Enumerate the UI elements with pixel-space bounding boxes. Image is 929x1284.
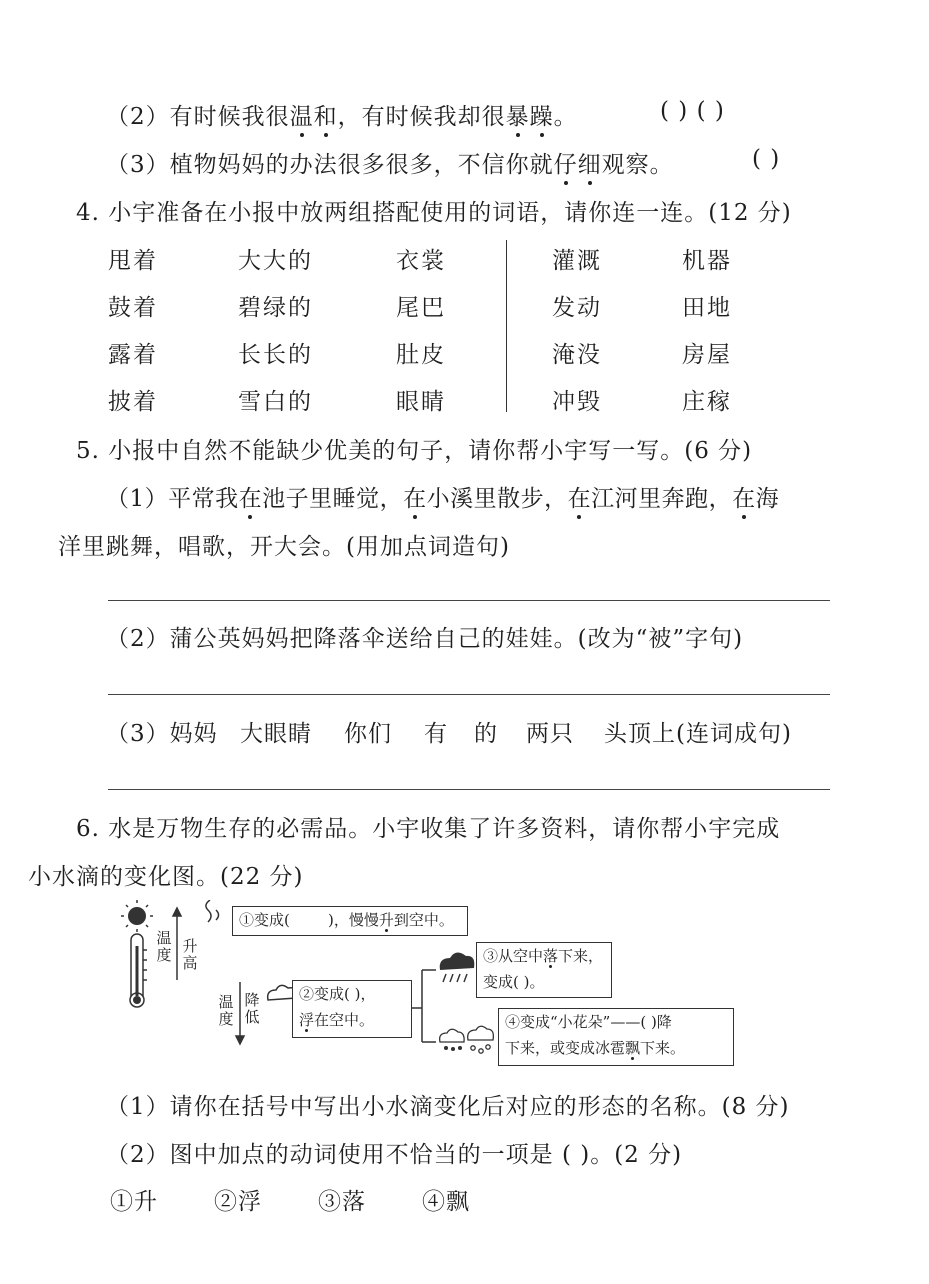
- answer-blank[interactable]: [290, 911, 328, 929]
- q4-heading: 4. 小宇准备在小报中放两组搭配使用的词语，请你连一连。(12 分): [76, 200, 792, 226]
- hail-cloud-icon: [468, 1026, 494, 1053]
- q6-sub2: （2）图中加点的动词使用不恰当的一项是 ( )。(2 分): [106, 1142, 683, 1168]
- q4-word[interactable]: 眼睛: [396, 389, 446, 415]
- answer-blank-snow[interactable]: ④变成“小花朵”——( )降: [505, 1013, 672, 1031]
- q3-item3-answer-blank[interactable]: ( ): [752, 146, 781, 172]
- q4-word[interactable]: 长长的: [238, 342, 313, 368]
- q5-word-card: 大眼睛: [240, 721, 312, 747]
- q5-word-card: 两只: [526, 721, 574, 747]
- q4-word[interactable]: 大大的: [238, 248, 313, 274]
- diagram-box-rain: ③从空中落下来， 变成( )。: [476, 942, 612, 998]
- q4-divider: [506, 240, 507, 412]
- q5-item3-suffix: 头顶上(连词成句): [604, 721, 792, 747]
- answer-blank-rain[interactable]: 变成( )。: [483, 973, 545, 991]
- q5-item2: （2）蒲公英妈妈把降落伞送给自己的娃娃。(改为“被”字句): [106, 626, 744, 652]
- q5-word-card: 有: [424, 721, 448, 747]
- diagram-box-evaporation: ①变成( )，慢慢升到空中。: [232, 906, 468, 936]
- q4-word[interactable]: 衣裳: [396, 248, 446, 274]
- q4-word[interactable]: 披着: [108, 389, 158, 415]
- connector-lines: [412, 970, 436, 1042]
- temp-label-top: 温度: [156, 929, 172, 964]
- q4-word[interactable]: 淹没: [552, 342, 602, 368]
- q4-word[interactable]: 房屋: [682, 342, 732, 368]
- q5-heading: 5. 小报中自然不能缺少优美的句子，请你帮小宇写一写。(6 分): [76, 438, 753, 464]
- q5-item1-line2: 洋里跳舞，唱歌，开大会。(用加点词造句): [58, 534, 510, 560]
- q5-item1-line1: （1）平常我在池子里睡觉，在小溪里散步，在江河里奔跑，在海: [106, 486, 780, 512]
- q4-word[interactable]: 田地: [682, 295, 732, 321]
- vapor-icon: [206, 900, 219, 922]
- q4-word[interactable]: 露着: [108, 342, 158, 368]
- q5-answer-line-1[interactable]: [108, 600, 830, 601]
- q3-item2-answer-blanks[interactable]: ( ) ( ): [660, 98, 725, 124]
- q3-item2: （2）有时候我很温和，有时候我却很暴躁。: [106, 104, 578, 130]
- q5-word-card: 的: [474, 721, 498, 747]
- q4-word[interactable]: 灌溉: [552, 248, 602, 274]
- thermometer-icon: [130, 934, 147, 1007]
- q6-heading-line1: 6. 水是万物生存的必需品。小宇收集了许多资料，请你帮小宇完成: [76, 816, 781, 842]
- temp-label-bottom: 温度: [218, 993, 234, 1028]
- water-cycle-diagram: [120, 900, 740, 1075]
- q6-option[interactable]: ①升: [110, 1189, 158, 1215]
- q4-word[interactable]: 雪白的: [238, 389, 313, 415]
- q6-option[interactable]: ④飘: [422, 1189, 470, 1215]
- q6-heading-line2: 小水滴的变化图。(22 分): [28, 864, 304, 890]
- q4-word[interactable]: 碧绿的: [238, 295, 313, 321]
- q6-option[interactable]: ②浮: [214, 1189, 262, 1215]
- q4-word[interactable]: 尾巴: [396, 295, 446, 321]
- q4-word[interactable]: 庄稼: [682, 389, 732, 415]
- q6-option[interactable]: ③落: [318, 1189, 366, 1215]
- rain-cloud-icon: [440, 952, 475, 982]
- q3-item3: （3）植物妈妈的办法很多很多，不信你就仔细观察。: [106, 152, 674, 178]
- fall-label: 降低: [244, 991, 260, 1026]
- q5-word-card: 你们: [344, 721, 392, 747]
- arrow-up-icon: [173, 908, 181, 980]
- snow-cloud-icon: [440, 1029, 464, 1050]
- q4-word[interactable]: 鼓着: [108, 295, 158, 321]
- q4-word[interactable]: 肚皮: [396, 342, 446, 368]
- q5-answer-line-2[interactable]: [108, 694, 830, 695]
- q4-word[interactable]: 甩着: [108, 248, 158, 274]
- answer-blank-cloud[interactable]: ②变成( )，: [299, 985, 376, 1003]
- diagram-box-snow: ④变成“小花朵”——( )降 下来，或变成冰雹飘下来。: [498, 1008, 734, 1066]
- q5-item3-prefix: （3）妈妈: [106, 721, 218, 747]
- q4-word[interactable]: 机器: [682, 248, 732, 274]
- rise-label: 升高: [182, 937, 198, 972]
- diagram-box-cloud: ②变成( )， 浮在空中。: [292, 980, 412, 1038]
- sun-icon: [121, 900, 153, 932]
- q5-answer-line-3[interactable]: [108, 789, 830, 790]
- q6-sub1: （1）请你在括号中写出小水滴变化后对应的形态的名称。(8 分): [106, 1094, 790, 1120]
- q4-word[interactable]: 冲毁: [552, 389, 602, 415]
- arrow-down-icon: [236, 982, 244, 1044]
- q4-word[interactable]: 发动: [552, 295, 602, 321]
